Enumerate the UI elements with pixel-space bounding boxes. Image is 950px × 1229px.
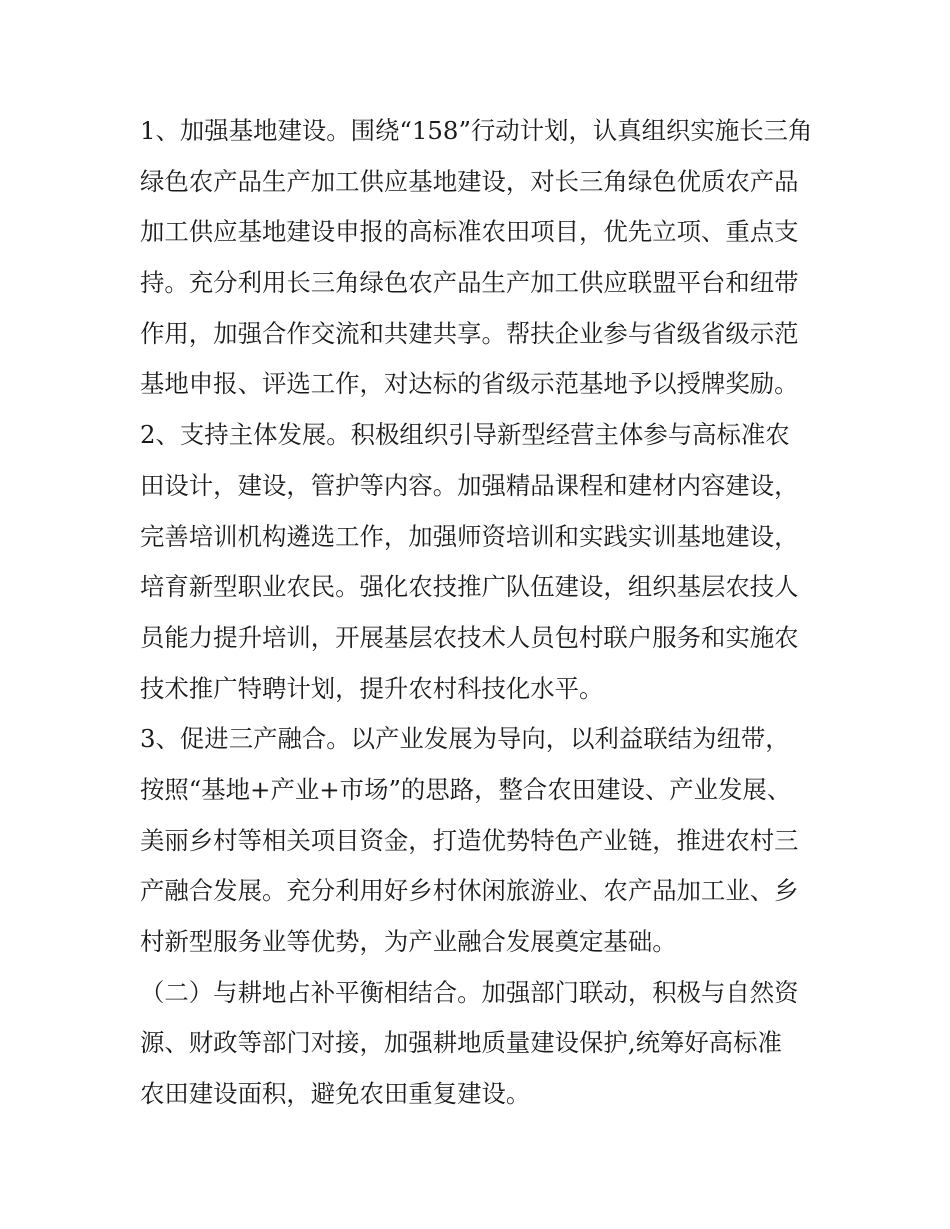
- text-line: 员能力提升培训，开展基层农技术人员包村联户服务和实施农: [140, 622, 799, 652]
- text-line: 产融合发展。充分利用好乡村休闲旅游业、农产品加工业、乡: [140, 876, 799, 906]
- text-line: 1、加强基地建设。围绕“158”行动计划，认真组织实施长三角: [140, 116, 813, 145]
- text-line: 3、促进三产融合。以产业发展为导向，以利益联结为纽带，: [140, 724, 790, 754]
- document-body: [140, 111, 820, 1125]
- text-line: 作用，加强合作交流和共建共享。帮扶企业参与省级省级示范: [140, 318, 799, 348]
- text-line: 按照“基地+产业+市场”的思路，整合农田建设、产业发展、: [140, 774, 792, 804]
- text-line: 绿色农产品生产加工供应基地建设，对长三角绿色优质农产品: [140, 166, 799, 196]
- text-line: 美丽乡村等相关项目资金，打造优势特色产业链，推进农村三: [140, 825, 799, 855]
- text-line: 持。充分利用长三角绿色农产品生产加工供应联盟平台和纽带: [140, 268, 799, 298]
- text-line: 田设计，建设，管护等内容。加强精品课程和建材内容建设，: [140, 470, 799, 500]
- text-line: 培育新型职业农民。强化农技推广队伍建设，组织基层农技人: [140, 572, 799, 602]
- text-line: 2、支持主体发展。积极组织引导新型经营主体参与高标准农: [140, 420, 790, 450]
- text-line: 加工供应基地建设申报的高标准农田项目，优先立项、重点支: [140, 217, 799, 247]
- text-line: 村新型服务业等优势，为产业融合发展奠定基础。: [140, 927, 677, 956]
- text-line: 农田建设面积，避免农田重复建设。: [140, 1079, 531, 1109]
- text-line: 完善培训机构遴选工作，加强师资培训和实践实训基地建设，: [140, 521, 799, 551]
- text-line: 源、财政等部门对接，加强耕地质量建设保护,统筹好高标准: [140, 1028, 782, 1058]
- text-line: 技术推广特聘计划，提升农村科技化水平。: [140, 673, 604, 703]
- text-line: （二）与耕地占补平衡相结合。加强部门联动，积极与自然资: [140, 977, 799, 1007]
- text-line: 基地申报、评选工作，对达标的省级示范基地予以授牌奖励。: [140, 369, 799, 399]
